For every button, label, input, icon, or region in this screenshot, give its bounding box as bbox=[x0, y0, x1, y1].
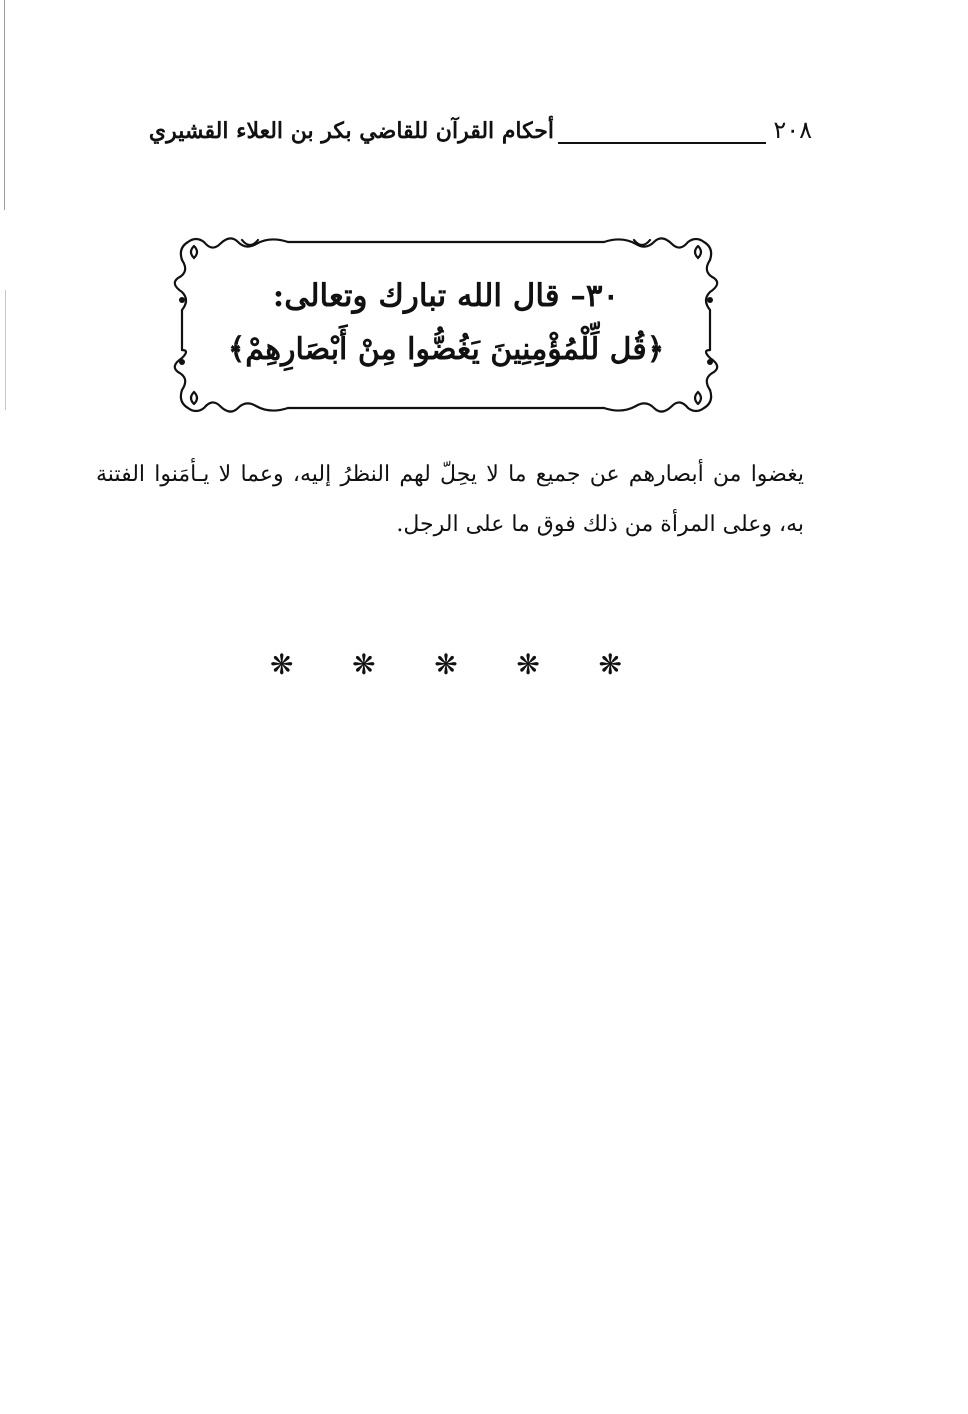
scan-edge-line bbox=[4, 0, 5, 210]
star-ornament-icon: ❋ bbox=[434, 648, 458, 681]
book-title: أحكام القرآن للقاضي بكر بن العلاء القشيري bbox=[148, 118, 554, 144]
commentary-paragraph: يغضوا من أبصارهم عن جميع ما لا يحِلّ لهم النظرُ إليه، وعما لا يـأمَنوا الفتنة به، وعلى المرأة من ذلك فوق ما على الرجل. bbox=[96, 462, 804, 537]
verse-frame bbox=[160, 232, 732, 416]
page-header bbox=[96, 116, 812, 156]
page-number: ٢٠٨ bbox=[773, 116, 812, 144]
ornamental-border-icon bbox=[160, 232, 732, 416]
scan-edge-line bbox=[5, 290, 6, 410]
star-ornament-icon: ❋ bbox=[516, 648, 540, 681]
star-ornament-icon: ❋ bbox=[352, 648, 376, 681]
star-ornament-icon: ❋ bbox=[598, 648, 622, 681]
section-separator bbox=[270, 648, 622, 682]
quran-verse: ﴿قُل لِّلْمُؤْمِنِينَ يَغُضُّوا مِنْ أَبْصَارِهِمْ﴾ bbox=[227, 332, 665, 367]
verse-heading: ٣٠– قال الله تبارك وتعالى: bbox=[272, 278, 620, 314]
star-ornament-icon: ❋ bbox=[270, 648, 294, 681]
header-rule bbox=[558, 142, 766, 144]
